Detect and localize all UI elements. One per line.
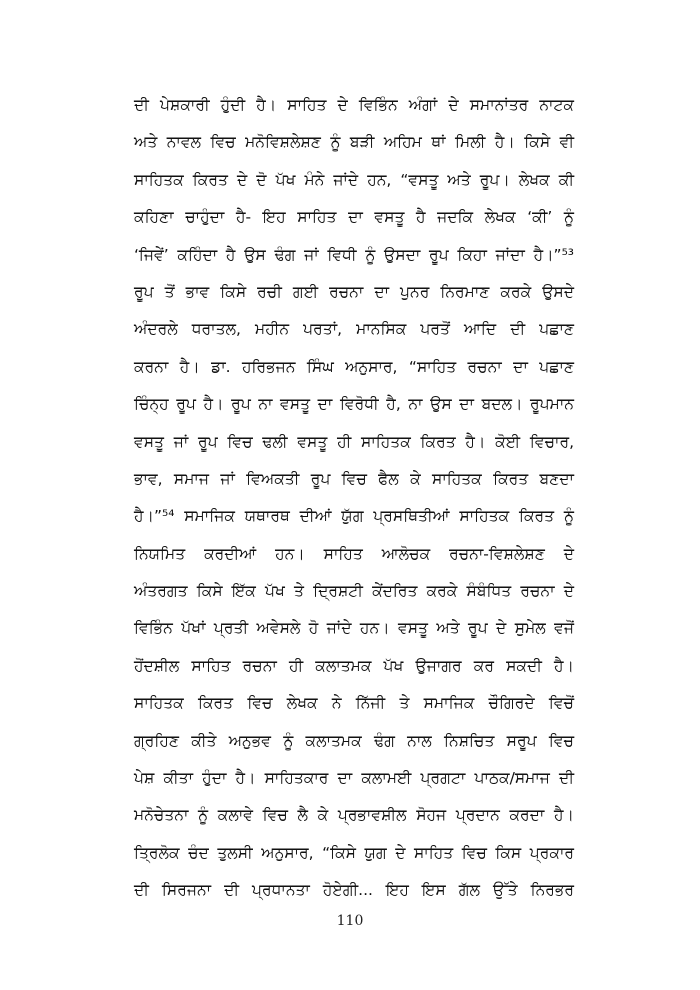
text-line: ਭਾਵ, ਸਮਾਜ ਜਾਂ ਵਿਅਕਤੀ ਰੂਪ ਵਿਚ ਫੈਲ ਕੇ ਸਾਹਿਤਕ ਕਿਰਤ ਬਣਦਾ	[134, 469, 574, 488]
text-line: ਤ੍ਰਿਲੋਕ ਚੰਦ ਤੁਲਸੀ ਅਨੁਸਾਰ, “ਕਿਸੇ ਯੁਗ ਦੇ ਸਾਹਿਤ ਵਿਚ ਕਿਸ ਪ੍ਰਕਾਰ	[134, 843, 574, 862]
text-line: ਪੇਸ਼ ਕੀਤਾ ਹੁੰਦਾ ਹੈ। ਸਾਹਿਤਕਾਰ ਦਾ ਕਲਾਮਈ ਪ੍ਰਗਟਾ ਪਾਠਕ/ਸਮਾਜ ਦੀ	[134, 769, 574, 788]
text-line: ਅੰਤਰਗਤ ਕਿਸੇ ਇੱਕ ਪੱਖ ਤੇ ਦ੍ਰਿਸ਼ਟੀ ਕੇਂਦਰਿਤ ਕਰਕੇ ਸੰਬੰਧਿਤ ਰਚਨਾ ਦੇ	[134, 582, 574, 601]
text-line: ਵਿਭਿੰਨ ਪੱਖਾਂ ਪ੍ਰਤੀ ਅਵੇਸਲੇ ਹੋ ਜਾਂਦੇ ਹਨ। ਵਸਤੂ ਅਤੇ ਰੂਪ ਦੇ ਸੁਮੇਲ ਵਜੋਂ	[134, 619, 574, 638]
text-line: ਸਾਹਿਤਕ ਕਿਰਤ ਵਿਚ ਲੇਖਕ ਨੇ ਨਿੱਜੀ ਤੇ ਸਮਾਜਿਕ ਚੌਗਿਰਦੇ ਵਿਚੋਂ	[134, 694, 574, 713]
page-number: 110	[336, 913, 364, 929]
text-line: ਦੀ ਸਿਰਜਨਾ ਦੀ ਪ੍ਰਧਾਨਤਾ ਹੋਏਗੀ... ਇਹ ਇਸ ਗੱਲ ਉੱਤੇ ਨਿਰਭਰ	[134, 881, 574, 900]
text-line: ਗ੍ਰਹਿਣ ਕੀਤੇ ਅਨੁਭਵ ਨੂੰ ਕਲਾਤਮਕ ਢੰਗ ਨਾਲ ਨਿਸ਼ਚਿਤ ਸਰੂਪ ਵਿਚ	[134, 731, 574, 750]
text-line: ਕਹਿਣਾ ਚਾਹੁੰਦਾ ਹੈ- ਇਹ ਸਾਹਿਤ ਦਾ ਵਸਤੂ ਹੈ ਜਦਕਿ ਲੇਖਕ ‘ਕੀ’ ਨੂੰ	[134, 208, 574, 227]
text-line: ਮਨੋਚੇਤਨਾ ਨੂੰ ਕਲਾਵੇ ਵਿਚ ਲੈ ਕੇ ਪ੍ਰਭਾਵਸ਼ੀਲ ਸੋਹਜ ਪ੍ਰਦਾਨ ਕਰਦਾ ਹੈ।	[134, 806, 574, 825]
text-line: ਕਰਨਾ ਹੈ। ਡਾ. ਹਰਿਭਜਨ ਸਿੰਘ ਅਨੁਸਾਰ, “ਸਾਹਿਤ ਰਚਨਾ ਦਾ ਪਛਾਣ	[134, 357, 574, 376]
body-text	[134, 87, 574, 910]
text-line: ਰੂਪ ਤੋਂ ਭਾਵ ਕਿਸੇ ਰਚੀ ਗਈ ਰਚਨਾ ਦਾ ਪੁਨਰ ਨਿਰਮਾਣ ਕਰਕੇ ਉਸਦੇ	[134, 282, 574, 301]
text-line: ਚਿੰਨ੍ਹ ਰੂਪ ਹੈ। ਰੂਪ ਨਾ ਵਸਤੂ ਦਾ ਵਿਰੋਧੀ ਹੈ, ਨਾ ਉਸ ਦਾ ਬਦਲ। ਰੂਪਮਾਨ	[134, 395, 574, 414]
text-line: ‘ਜਿਵੇਂ’ ਕਹਿੰਦਾ ਹੈ ਉਸ ਢੰਗ ਜਾਂ ਵਿਧੀ ਨੂੰ ਉਸਦਾ ਰੂਪ ਕਿਹਾ ਜਾਂਦਾ ਹੈ।”⁵³	[134, 245, 574, 264]
text-line: ਵਸਤੂ ਜਾਂ ਰੂਪ ਵਿਚ ਢਲੀ ਵਸਤੂ ਹੀ ਸਾਹਿਤਕ ਕਿਰਤ ਹੈ। ਕੋਈ ਵਿਚਾਰ,	[134, 432, 574, 451]
text-line: ਨਿਯਮਿਤ ਕਰਦੀਆਂ ਹਨ। ਸਾਹਿਤ ਆਲੋਚਕ ਰਚਨਾ-ਵਿਸ਼ਲੇਸ਼ਣ ਦੇ	[134, 544, 574, 563]
text-line: ਸਾਹਿਤਕ ਕਿਰਤ ਦੇ ਦੋ ਪੱਖ ਮੰਨੇ ਜਾਂਦੇ ਹਨ, “ਵਸਤੂ ਅਤੇ ਰੂਪ। ਲੇਖਕ ਕੀ	[134, 170, 574, 189]
text-line: ਹੋਂਦਸ਼ੀਲ ਸਾਹਿਤ ਰਚਨਾ ਹੀ ਕਲਾਤਮਕ ਪੱਖ ਉਜਾਗਰ ਕਰ ਸਕਦੀ ਹੈ।	[134, 656, 574, 675]
text-line: ਦੀ ਪੇਸ਼ਕਾਰੀ ਹੁੰਦੀ ਹੈ। ਸਾਹਿਤ ਦੇ ਵਿਭਿੰਨ ਅੰਗਾਂ ਦੇ ਸਮਾਨਾਂਤਰ ਨਾਟਕ	[134, 96, 574, 114]
text-line: ਅੰਦਰਲੇ ਧਰਾਤਲ, ਮਹੀਨ ਪਰਤਾਂ, ਮਾਨਸਿਕ ਪਰਤੋਂ ਆਦਿ ਦੀ ਪਛਾਣ	[134, 320, 574, 339]
text-line: ਹੈ।”⁵⁴ ਸਮਾਜਿਕ ਯਥਾਰਥ ਦੀਆਂ ਯੁੱਗ ਪ੍ਰਸਥਿਤੀਆਂ ਸਾਹਿਤਕ ਕਿਰਤ ਨੂੰ	[134, 507, 574, 526]
text-line: ਅਤੇ ਨਾਵਲ ਵਿਚ ਮਨੋਵਿਸ਼ਲੇਸ਼ਣ ਨੂੰ ਬੜੀ ਅਹਿਮ ਥਾਂ ਮਿਲੀ ਹੈ। ਕਿਸੇ ਵੀ	[134, 133, 574, 152]
